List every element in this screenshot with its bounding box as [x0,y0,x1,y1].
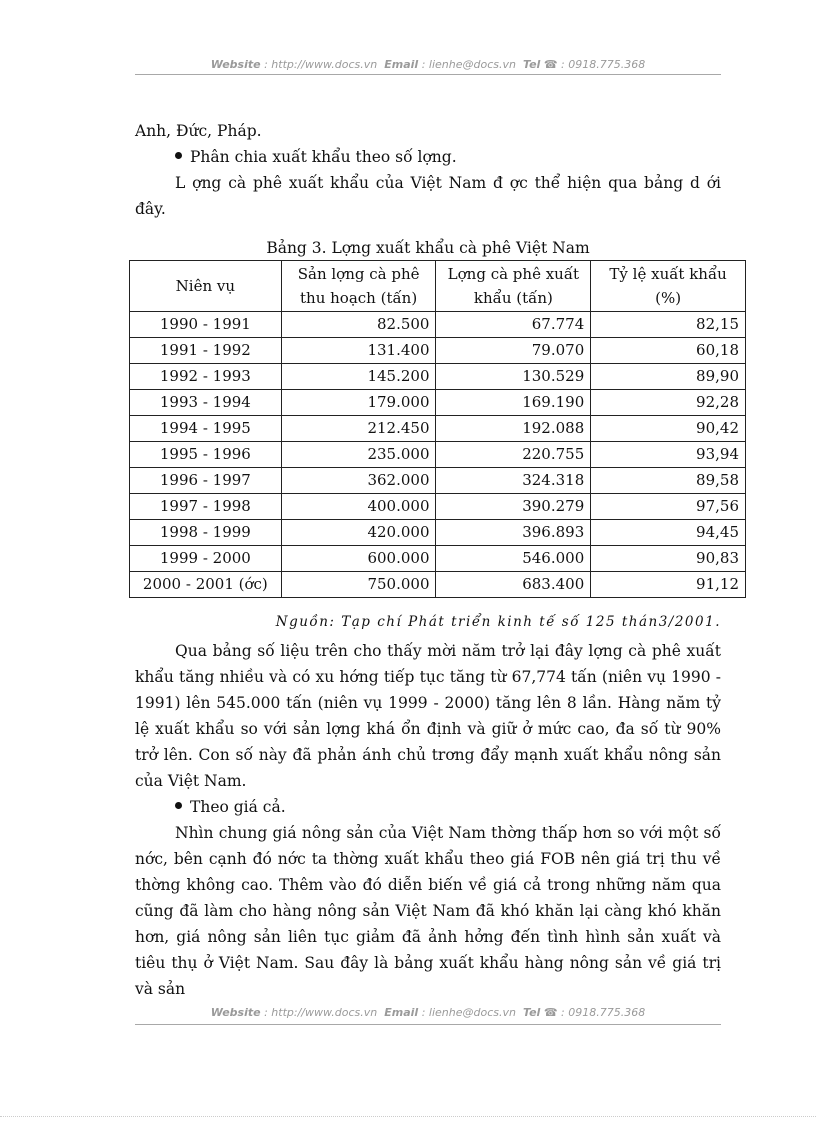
table-cell-year: 1992 - 1993 [130,364,282,390]
paragraph: Qua bảng số liệu trên cho thấy mời năm trở lại đây lợng cà phê xuất khẩu tăng nhiều và có xu hớng tiếp tục tăng từ 67,774 tấn (niên vụ 1990 - 1991) lên 545.000 tấn (niên vụ 1999 - 2000) tăng lên 8 lần. Hàng năm tỷ lệ xuất khẩu so với sản lợng khá ổn định và giữ ở mức cao, đa số từ 90% trở lên. Con số này đã phản ánh chủ trơng đẩy mạnh xuất khẩu nông sản của Việt Nam. [135,642,721,790]
table-cell-export: 67.774 [436,312,591,338]
table-row [130,364,746,390]
table-cell-export: 390.279 [436,494,591,520]
footer-divider [135,1024,721,1025]
table-cell-harvest: 179.000 [281,390,436,416]
page-body [135,118,739,1002]
table-row [130,520,746,546]
tel-value: : 0918.775.368 [561,58,646,71]
table-cell-export: 324.318 [436,468,591,494]
page-bottom-border [0,1116,816,1117]
bullet-item [135,794,721,820]
table-cell-harvest: 82.500 [281,312,436,338]
table-cell-harvest: 145.200 [281,364,436,390]
column-header: Tỷ lệ xuất khẩu (%) [591,261,746,312]
table-row [130,546,746,572]
table-cell-harvest: 131.400 [281,338,436,364]
bullet-icon [175,152,182,159]
table-cell-ratio: 82,15 [591,312,746,338]
email-label: Email [384,1006,419,1019]
table-header-row [130,261,746,312]
email-label: Email [384,58,419,71]
paragraph: Nhìn chung giá nông sản của Việt Nam thờng thấp hơn so với một số nớc, bên cạnh đó nớc ta thờng xuất khẩu theo giá FOB nên giá trị thu về thờng không cao. Thêm vào đó diễn biến về giá cả trong những năm qua cũng đã làm cho hàng nông sản Việt Nam đã khó khăn lại càng khó khăn hơn, giá nông sản liên tục giảm đã ảnh hởng đến tình hình sản xuất và tiêu thụ ở Việt Nam. Sau đây là bảng xuất khẩu hàng nông sản về giá trị và sản [135,824,721,998]
table-cell-ratio: 97,56 [591,494,746,520]
table-cell-year: 1995 - 1996 [130,442,282,468]
table-cell-harvest: 750.000 [281,572,436,598]
tel-label: Tel [522,58,541,71]
table-row [130,312,746,338]
table-cell-export: 683.400 [436,572,591,598]
table-cell-year: 1998 - 1999 [130,520,282,546]
bullet-item [135,144,721,170]
table-caption: Bảng 3. Lợng xuất khẩu cà phê Việt Nam [266,239,590,257]
phone-icon: ☎ [543,58,558,71]
table-cell-harvest: 212.450 [281,416,436,442]
table-cell-harvest: 362.000 [281,468,436,494]
email-value[interactable]: : lienhe@docs.vn [421,1006,516,1019]
phone-icon: ☎ [543,1006,558,1019]
table-cell-export: 546.000 [436,546,591,572]
table-cell-harvest: 235.000 [281,442,436,468]
table-row [130,416,746,442]
tel-value: : 0918.775.368 [561,1006,646,1019]
table-row [130,338,746,364]
table-row [130,572,746,598]
table-source: Nguồn: Tạp chí Phát triển kinh tế số 125 thán3/2001. [275,614,721,630]
website-url[interactable]: : http://www.docs.vn [264,1006,378,1019]
table-cell-harvest: 420.000 [281,520,436,546]
table-cell-year: 1991 - 1992 [130,338,282,364]
table-cell-export: 79.070 [436,338,591,364]
tel-label: Tel [522,1006,541,1019]
table-cell-ratio: 93,94 [591,442,746,468]
bullet-text: Theo giá cả. [190,798,286,816]
website-label: Website [210,58,261,71]
bullet-icon [175,802,182,809]
table-cell-ratio: 92,28 [591,390,746,416]
table-cell-ratio: 90,83 [591,546,746,572]
table-cell-ratio: 90,42 [591,416,746,442]
table-cell-year: 1997 - 1998 [130,494,282,520]
column-header: Lợng cà phê xuất khẩu (tấn) [436,261,591,312]
table-cell-harvest: 400.000 [281,494,436,520]
table-cell-export: 169.190 [436,390,591,416]
header-divider [135,74,721,75]
table-cell-year: 1994 - 1995 [130,416,282,442]
table-cell-ratio: 89,58 [591,468,746,494]
table-body [130,312,746,598]
table-cell-export: 220.755 [436,442,591,468]
table-cell-export: 130.529 [436,364,591,390]
table-row [130,468,746,494]
table-cell-year: 1999 - 2000 [130,546,282,572]
email-value[interactable]: : lienhe@docs.vn [421,58,516,71]
column-header: Niên vụ [130,261,282,312]
page-footer [135,1006,721,1019]
table-cell-ratio: 89,90 [591,364,746,390]
table-cell-ratio: 94,45 [591,520,746,546]
column-header: Sản lợng cà phê thu hoạch (tấn) [281,261,436,312]
export-table [129,260,746,598]
table-row [130,494,746,520]
website-url[interactable]: : http://www.docs.vn [264,58,378,71]
page-header [135,58,721,71]
table-cell-ratio: 60,18 [591,338,746,364]
table-cell-year: 1996 - 1997 [130,468,282,494]
table-cell-export: 192.088 [436,416,591,442]
table-cell-year: 1990 - 1991 [130,312,282,338]
table-cell-harvest: 600.000 [281,546,436,572]
paragraph: L ợng cà phê xuất khẩu của Việt Nam đ ợc thể hiện qua bảng d ới đây. [135,174,721,218]
table-row [130,390,746,416]
table-cell-ratio: 91,12 [591,572,746,598]
table-cell-year: 1993 - 1994 [130,390,282,416]
text-line: Anh, Đức, Pháp. [135,122,262,140]
table-cell-export: 396.893 [436,520,591,546]
table-row [130,442,746,468]
table-cell-year: 2000 - 2001 (ớc) [130,572,282,598]
bullet-text: Phân chia xuất khẩu theo số lợng. [190,148,457,166]
website-label: Website [210,1006,261,1019]
